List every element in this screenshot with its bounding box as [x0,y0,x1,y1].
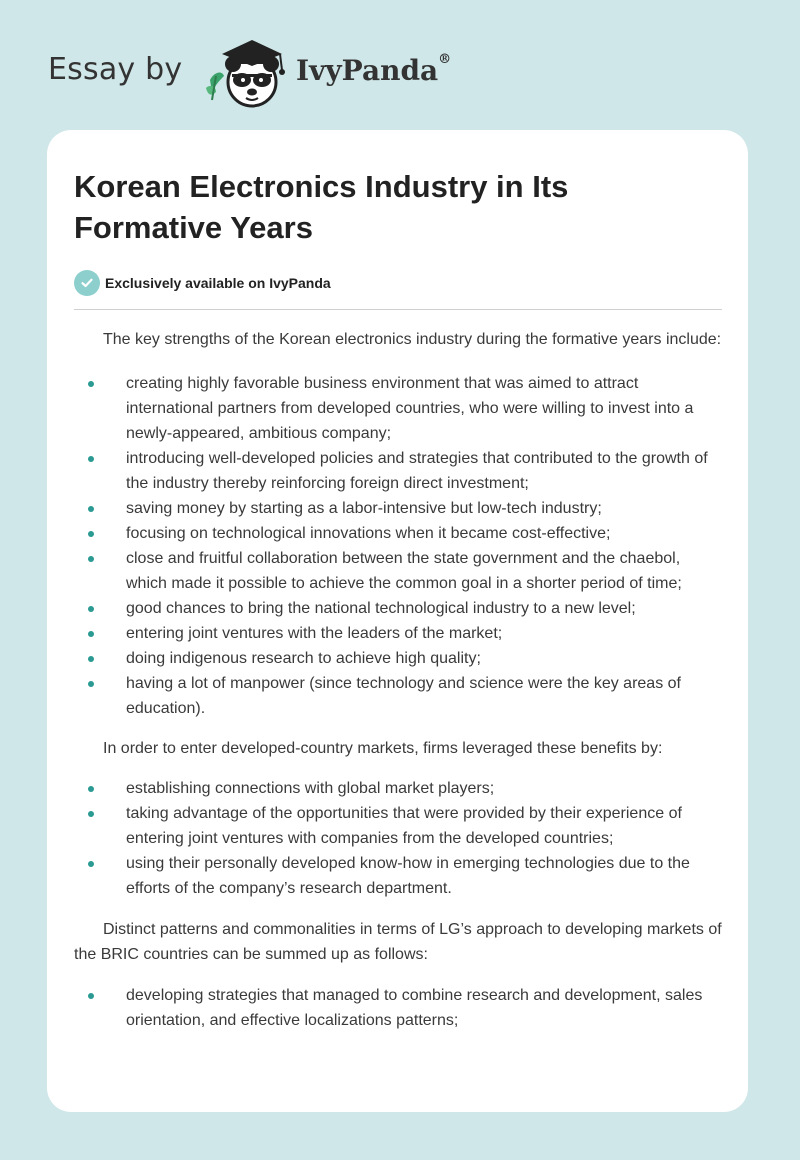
bullet-icon [88,681,94,687]
list-item: establishing connections with global market players; [74,776,722,801]
list-item: doing indigenous research to achieve high quality; [74,646,722,671]
list-item: taking advantage of the opportunities that were provided by their experience of entering joint ventures with companies from the developed countries; [74,801,722,851]
bullet-icon [88,531,94,537]
bullet-icon [88,606,94,612]
bullet-icon [88,506,94,512]
list-item: creating highly favorable business environment that was aimed to attract international partners from developed countries, who were willing to invest into a newly-appeared, ambitious company; [74,371,722,446]
bullet-icon [88,631,94,637]
list-item: having a lot of manpower (since technology and science were the key areas of education). [74,671,722,721]
divider [74,309,722,310]
site-header [48,36,748,110]
strengths-list [74,371,722,721]
bullet-icon [88,786,94,792]
bric-list [74,983,722,1033]
list-item: entering joint ventures with the leaders of the market; [74,621,722,646]
essay-card [47,130,748,1112]
essay-body [74,327,722,1033]
list-item: good chances to bring the national technological industry to a new level; [74,596,722,621]
list-item: introducing well-developed policies and strategies that contributed to the growth of the industry thereby reinforcing foreign direct investment; [74,446,722,496]
bullet-icon [88,993,94,999]
list-item: saving money by starting as a labor-intensive but low-tech industry; [74,496,722,521]
brand-prefix: Essay by [48,52,183,87]
list-item: focusing on technological innovations when it became cost-effective; [74,521,722,546]
bullet-icon [88,456,94,462]
bullet-icon [88,811,94,817]
brand-name[interactable]: IvyPanda® [296,52,452,87]
bric-paragraph: Distinct patterns and commonalities in terms of LG’s approach to developing markets of the BRIC countries can be summed up as follows: [74,921,722,963]
list-item: developing strategies that managed to combine research and development, sales orientation, and effective localizations patterns; [74,983,722,1033]
bullet-icon [88,381,94,387]
bullet-icon [88,656,94,662]
markets-list [74,776,722,901]
list-item: using their personally developed know-how in emerging technologies due to the efforts of the company’s research department. [74,851,722,901]
intro-paragraph: The key strengths of the Korean electronics industry during the formative years include: [103,331,722,348]
exclusive-badge [74,269,722,297]
markets-paragraph: In order to enter developed-country markets, firms leveraged these benefits by: [103,740,663,757]
checkmark-icon [74,270,100,296]
badge-label: Exclusively available on IvyPanda [105,275,331,291]
bullet-icon [88,861,94,867]
list-item: close and fruitful collaboration between the state government and the chaebol, which made it possible to achieve the common goal in a shorter period of time; [74,546,722,596]
bullet-icon [88,556,94,562]
page-title: Korean Electronics Industry in Its Formative Years [74,169,569,245]
panda-logo-icon[interactable] [202,36,292,110]
